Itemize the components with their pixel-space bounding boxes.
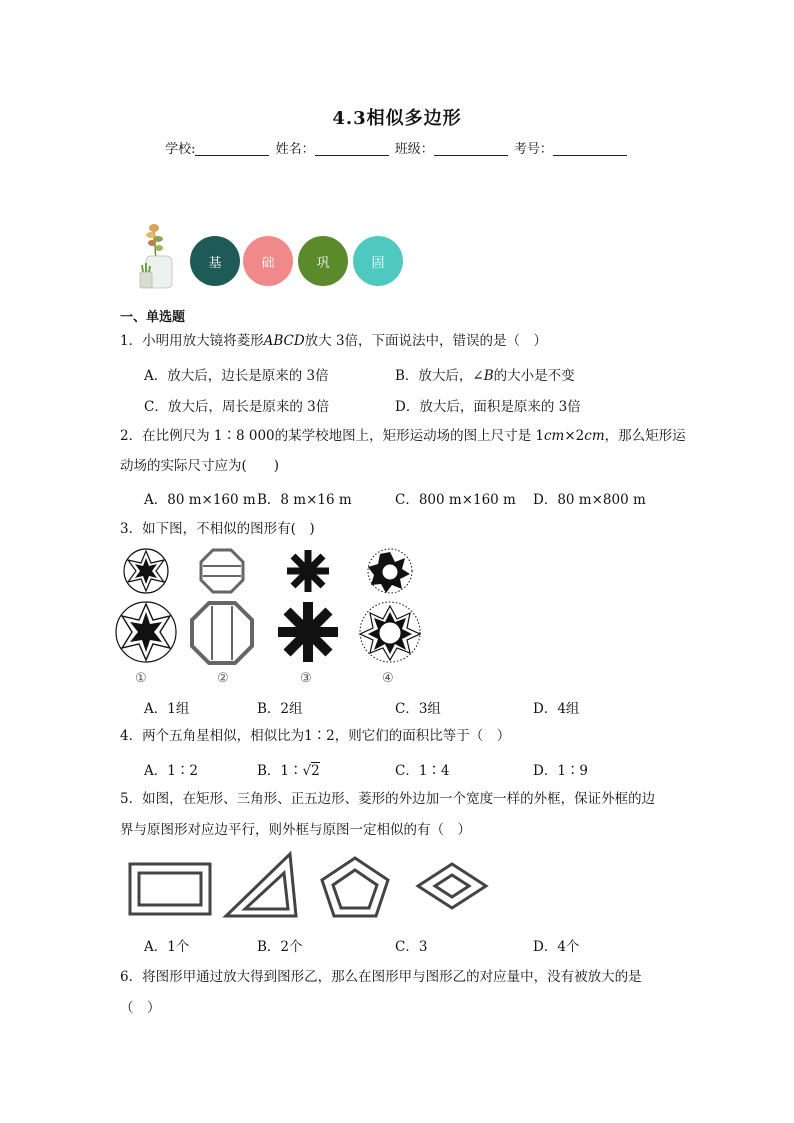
question-2-option-b[interactable]: B．8 m×16 m bbox=[257, 492, 352, 508]
number-blank[interactable] bbox=[553, 141, 627, 156]
badge-ji: 基 bbox=[190, 236, 240, 286]
question-4-option-d[interactable]: D．1∶9 bbox=[533, 763, 589, 779]
question-2-stem-line2: 动场的实际尺寸应为( ) bbox=[120, 458, 280, 474]
question-2-option-d[interactable]: D．80 m×800 m bbox=[533, 492, 646, 508]
vase-plant-icon bbox=[134, 222, 184, 290]
question-2-option-c[interactable]: C．800 m×160 m bbox=[395, 492, 516, 508]
question-1-option-c[interactable]: C．放大后，周长是原来的 3倍 bbox=[144, 399, 330, 415]
framed-rhombus-icon bbox=[418, 864, 486, 908]
figure-1-small-star-icon bbox=[124, 549, 168, 593]
question-3-option-a[interactable]: A．1组 bbox=[144, 701, 190, 717]
class-blank[interactable] bbox=[434, 141, 508, 156]
figure-2-small-octagon-icon bbox=[201, 550, 243, 592]
question-3-option-c[interactable]: C．3组 bbox=[395, 701, 441, 717]
question-5-option-c[interactable]: C．3 bbox=[395, 939, 428, 955]
name-blank[interactable] bbox=[315, 141, 389, 156]
question-2-stem-line1: 2．在比例尺为 1∶8 000的某学校地图上，矩形运动场的图上尺寸是 1cm×2cm，那么矩形运 bbox=[120, 428, 686, 444]
badge-gong: 巩 bbox=[298, 236, 348, 286]
sqrt-sign-icon: √ bbox=[302, 763, 312, 779]
figure-label-2: ② bbox=[217, 671, 229, 686]
question-1-option-b[interactable]: B．放大后，∠B的大小是不变 bbox=[395, 368, 575, 384]
question-2-option-a[interactable]: A．80 m×160 m bbox=[144, 492, 256, 508]
question-1-stem: 1．小明用放大镜将菱形ABCD放大 3倍，下面说法中，错误的是（ ） bbox=[120, 333, 548, 349]
question-5-option-b[interactable]: B．2个 bbox=[257, 939, 303, 955]
question-4-option-b[interactable]: B．1∶√2 bbox=[257, 763, 320, 779]
question-3-option-d[interactable]: D．4组 bbox=[533, 701, 580, 717]
figure-4-large-flower-icon bbox=[360, 602, 420, 662]
question-5-stem-line1: 5．如图，在矩形、三角形、正五边形、菱形的外边加一个宽度一样的外框，保证外框的边 bbox=[120, 791, 656, 807]
question-6-stem-line1: 6．将图形甲通过放大得到图形乙，那么在图形甲与图形乙的对应量中，没有被放大的是 bbox=[120, 969, 642, 985]
figure-3-small-snowflake-icon bbox=[287, 550, 329, 592]
question-4-option-c[interactable]: C．1∶4 bbox=[395, 763, 450, 779]
figure-2-large-octagon-icon bbox=[192, 603, 252, 663]
number-label: 考号： bbox=[513, 142, 553, 157]
question-1-option-a[interactable]: A．放大后，边长是原来的 3倍 bbox=[144, 368, 329, 384]
question-3-stem: 3．如下图，不相似的图形有( ) bbox=[120, 521, 315, 537]
name-label: 姓名： bbox=[275, 142, 315, 157]
section-heading: 一、单选题 bbox=[120, 310, 186, 325]
question-1-option-d[interactable]: D．放大后，面积是原来的 3倍 bbox=[395, 399, 581, 415]
framed-rectangle-icon bbox=[130, 864, 210, 914]
question-6-stem-line2: （ ） bbox=[120, 1000, 161, 1016]
question-5-stem-line2: 界与原图形对应边平行，则外框与原图一定相似的有（ ） bbox=[120, 822, 471, 838]
page-title: 4.3相似多边形 bbox=[332, 108, 462, 129]
question-4-stem: 4．两个五角星相似，相似比为1∶2，则它们的面积比等于（ ） bbox=[120, 728, 511, 744]
question-5-option-a[interactable]: A．1个 bbox=[144, 939, 190, 955]
figure-1-large-star-icon bbox=[116, 602, 176, 662]
school-label: 学校: bbox=[165, 142, 196, 157]
figure-label-4: ④ bbox=[382, 671, 394, 686]
figure-label-3: ③ bbox=[300, 671, 312, 686]
badge-chu: 础 bbox=[243, 236, 293, 286]
figure-label-1: ① bbox=[135, 671, 147, 686]
figure-4-small-flower-icon bbox=[368, 549, 412, 593]
school-blank[interactable] bbox=[195, 141, 269, 156]
question-5-figures bbox=[120, 848, 500, 924]
framed-triangle-icon bbox=[226, 854, 296, 916]
question-4-option-a[interactable]: A．1∶2 bbox=[144, 763, 198, 779]
class-label: 班级： bbox=[394, 142, 434, 157]
question-3-option-b[interactable]: B．2组 bbox=[257, 701, 303, 717]
question-3-figures bbox=[110, 540, 440, 690]
figure-3-large-snowflake-icon bbox=[278, 602, 338, 662]
badge-gu: 固 bbox=[353, 236, 403, 286]
student-info-line bbox=[0, 138, 794, 157]
question-5-option-d[interactable]: D．4个 bbox=[533, 939, 580, 955]
framed-pentagon-icon bbox=[322, 858, 388, 916]
